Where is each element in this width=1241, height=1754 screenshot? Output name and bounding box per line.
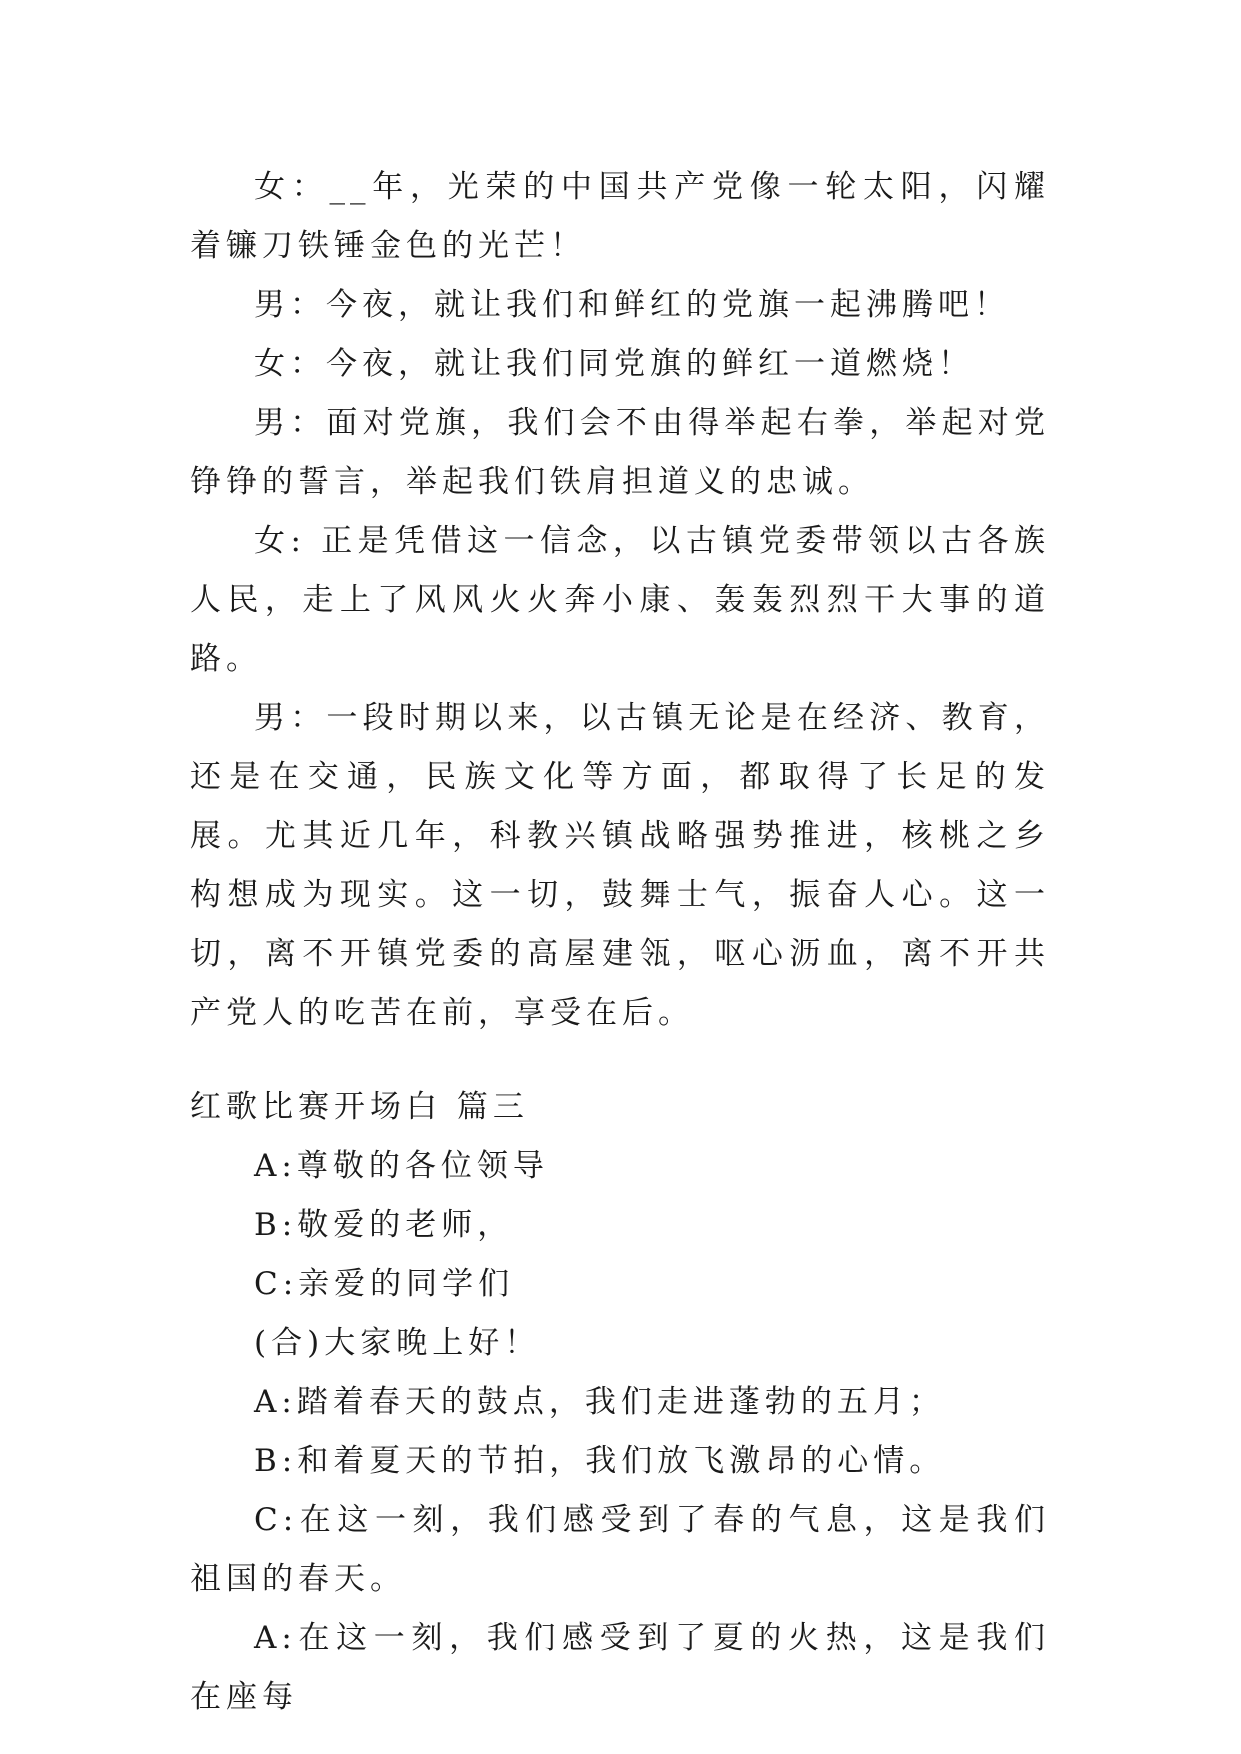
dialogue-paragraph: A:踏着春天的鼓点，我们走进蓬勃的五月； — [254, 1384, 945, 1420]
dialogue-paragraph: 男：面对党旗，我们会不由得举起右拳，举起对党铮铮的誓言，举起我们铁肩担道义的忠诚。 — [190, 405, 1050, 500]
dialogue-paragraph: 女: 正是凭借这一信念，以古镇党委带领以古各族人民，走上了风风火火奔小康、轰轰烈烈干大事的道路。 — [190, 523, 1050, 677]
dialogue-paragraph: 男：今夜，就让我们和鲜红的党旗一起沸腾吧！ — [254, 287, 1010, 323]
section-title: 红歌比赛开场白 篇三 — [190, 1089, 529, 1125]
document-page — [190, 158, 1050, 1727]
dialogue-block-two — [190, 1137, 1050, 1727]
dialogue-paragraph: A:在这一刻，我们感受到了夏的火热，这是我们在座每 — [190, 1620, 1050, 1715]
dialogue-paragraph: B:敬爱的老师， — [254, 1207, 514, 1243]
dialogue-paragraph: C:亲爱的同学们 — [254, 1266, 515, 1302]
dialogue-paragraph: B:和着夏天的节拍，我们放飞激昂的心情。 — [254, 1443, 946, 1479]
dialogue-block-one — [190, 158, 1050, 1043]
dialogue-paragraph: (合)大家晚上好！ — [254, 1325, 541, 1361]
dialogue-paragraph: A:尊敬的各位领导 — [254, 1148, 549, 1184]
dialogue-paragraph: 女：__年，光荣的中国共产党像一轮太阳，闪耀着镰刀铁锤金色的光芒！ — [190, 169, 1050, 264]
dialogue-paragraph: 女：今夜，就让我们同党旗的鲜红一道燃烧！ — [254, 346, 974, 382]
dialogue-paragraph: C:在这一刻，我们感受到了春的气息，这是我们祖国的春天。 — [190, 1502, 1050, 1597]
dialogue-paragraph: 男：一段时期以来，以古镇无论是在经济、教育，还是在交通，民族文化等方面，都取得了长足的发展。尤其近几年，科教兴镇战略强势推进，核桃之乡构想成为现实。这一切，鼓舞士气，振奋人心。这一切，离不开镇党委的高屋建瓴，呕心沥血，离不开共产党人的吃苦在前，享受在后。 — [190, 700, 1050, 1031]
